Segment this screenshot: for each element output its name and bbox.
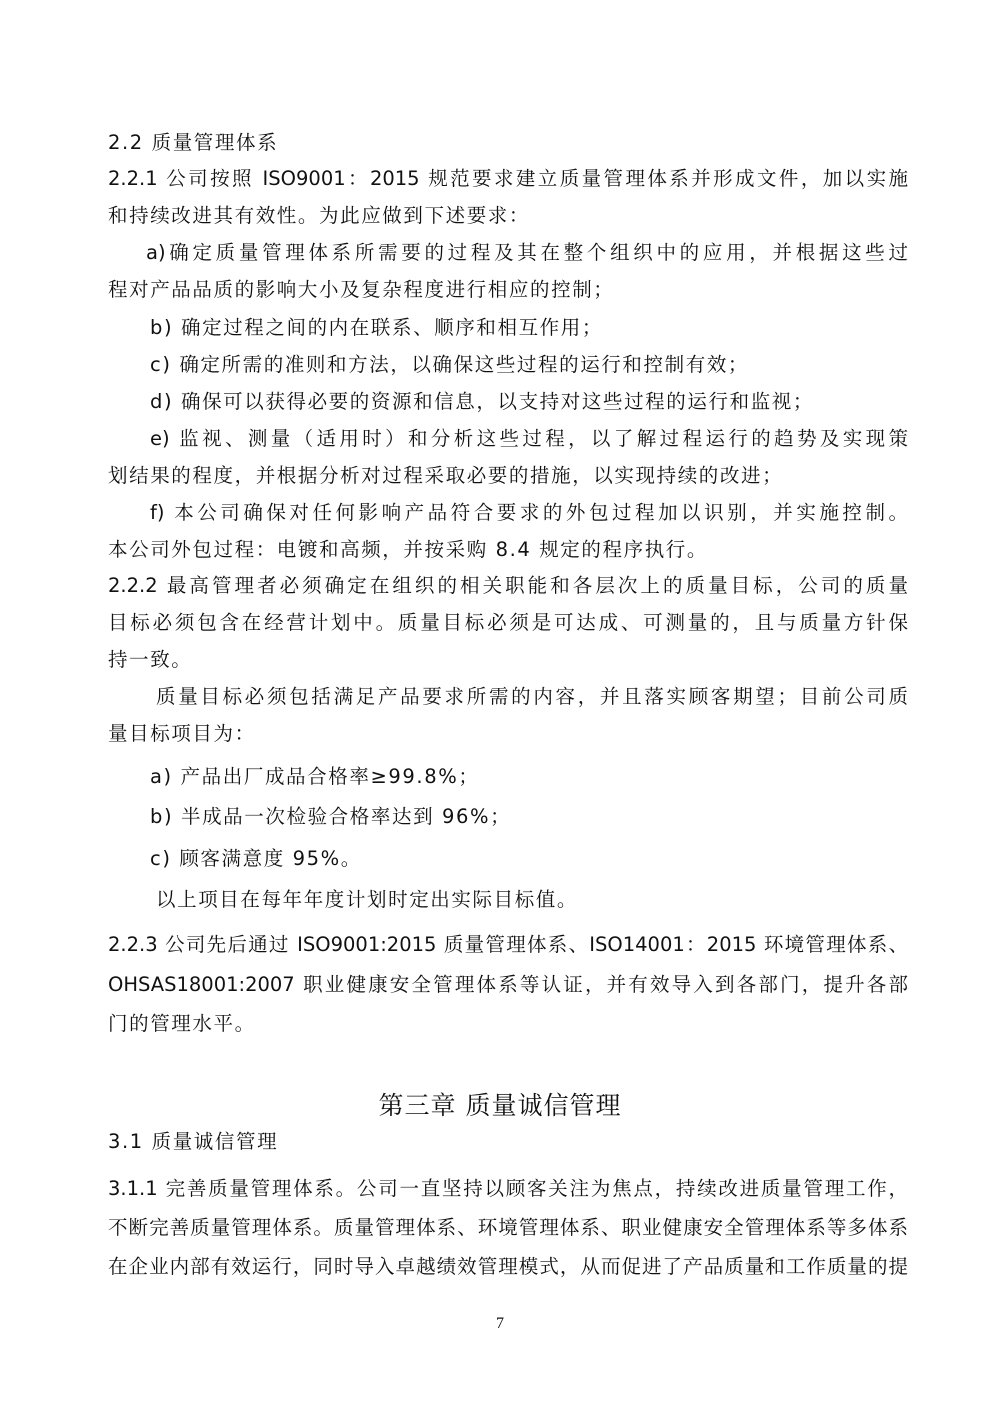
- paragraph-3-1-1-line-3: 在企业内部有效运行，同时导入卓越绩效管理模式，从而促进了产品质量和工作质量的提: [108, 1255, 908, 1278]
- list-item-f-line-1: f) 本公司确保对任何影响产品符合要求的外包过程加以识别，并实施控制。: [150, 501, 908, 524]
- list-item-e-line-2: 划结果的程度，并根据分析对过程采取必要的措施，以实现持续的改进；: [108, 464, 784, 487]
- paragraph-3-1-1-line-1: 3.1.1 完善质量管理体系。公司一直坚持以顾客关注为焦点，持续改进质量管理工作，: [108, 1177, 908, 1200]
- paragraph-2-2-3-line-2: OHSAS18001:2007 职业健康安全管理体系等认证，并有效导入到各部门，提升各部: [108, 973, 908, 996]
- quality-goal-a: a) 产品出厂成品合格率≥99.8%；: [150, 765, 480, 788]
- paragraph-2-2-1-line-1: 2.2.1 公司按照 ISO9001：2015 规范要求建立质量管理体系并形成文件，加以实施: [108, 167, 908, 190]
- list-item-b: b) 确定过程之间的内在联系、顺序和相互作用；: [150, 316, 603, 339]
- quality-goal-b: b) 半成品一次检验合格率达到 96%；: [150, 805, 512, 828]
- paragraph-2-2-3-line-3: 门的管理水平。: [108, 1012, 256, 1035]
- quality-goals-intro-line-2: 量目标项目为：: [108, 722, 256, 745]
- list-item-c: c) 确定所需的准则和方法，以确保这些过程的运行和控制有效；: [150, 353, 750, 376]
- paragraph-2-2-2-line-2: 目标必须包含在经营计划中。质量目标必须是可达成、可测量的，且与质量方针保: [108, 611, 908, 634]
- quality-goal-c: c) 顾客满意度 95%。: [150, 847, 362, 870]
- paragraph-3-1-1-line-2: 不断完善质量管理体系。质量管理体系、环境管理体系、职业健康安全管理体系等多体系: [108, 1216, 908, 1239]
- list-item-a-line-2: 程对产品品质的影响大小及复杂程度进行相应的控制；: [108, 278, 615, 301]
- list-item-d: d) 确保可以获得必要的资源和信息，以支持对这些过程的运行和监视；: [150, 390, 814, 413]
- chapter-title: 第三章 质量诚信管理: [378, 1091, 622, 1120]
- quality-goals-intro-line-1: 质量目标必须包括满足产品要求所需的内容，并且落实顾客期望；目前公司质: [156, 685, 908, 708]
- list-item-e-line-1: e) 监视、测量（适用时）和分析这些过程，以了解过程运行的趋势及实现策: [150, 427, 908, 450]
- list-item-a-line-1: a)确定质量管理体系所需要的过程及其在整个组织中的应用，并根据这些过: [146, 241, 908, 264]
- section-heading-2-2: 2.2 质量管理体系: [108, 131, 279, 154]
- paragraph-2-2-2-line-1: 2.2.2 最高管理者必须确定在组织的相关职能和各层次上的质量目标，公司的质量: [108, 574, 908, 597]
- paragraph-2-2-2-line-3: 持一致。: [108, 648, 193, 671]
- paragraph-2-2-3-line-1: 2.2.3 公司先后通过 ISO9001:2015 质量管理体系、ISO14001：2015 环境管理体系、: [108, 933, 908, 956]
- page-number: 7: [496, 1315, 504, 1332]
- section-heading-3-1: 3.1 质量诚信管理: [108, 1130, 279, 1153]
- paragraph-2-2-1-line-2: 和持续改进其有效性。为此应做到下述要求：: [108, 204, 531, 227]
- quality-goals-note: 以上项目在每年年度计划时定出实际目标值。: [156, 888, 579, 911]
- list-item-f-line-2: 本公司外包过程：电镀和高频，并按采购 8.4 规定的程序执行。: [108, 538, 709, 561]
